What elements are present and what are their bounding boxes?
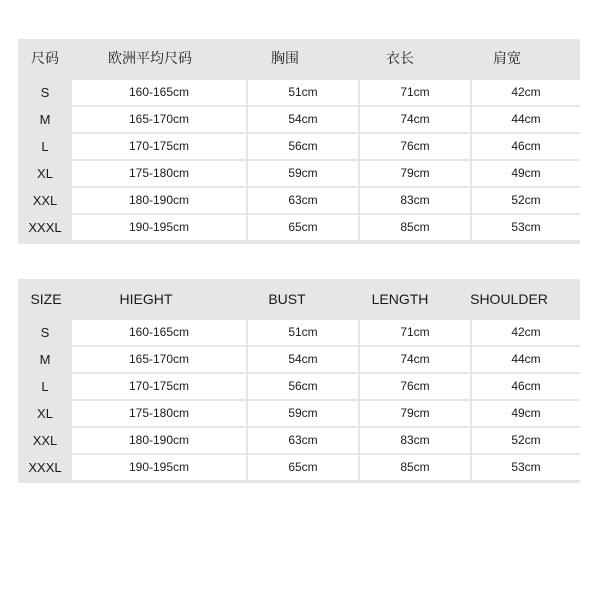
length-cell: 76cm — [360, 134, 470, 159]
table-row — [18, 346, 580, 373]
length-cell: 74cm — [360, 347, 470, 372]
height-cell: 175-180cm — [72, 161, 246, 186]
length-cell: 71cm — [360, 320, 470, 345]
size-label: L — [41, 139, 49, 154]
bust-cell: 59cm — [248, 401, 358, 426]
height-cell: 190-195cm — [72, 455, 246, 480]
shoulder-cell: 52cm — [472, 188, 580, 213]
shoulder-cell: 46cm — [472, 134, 580, 159]
table-row — [18, 79, 580, 106]
shoulder-cell: 52cm — [472, 428, 580, 453]
header-height: 欧洲平均尺码 — [108, 51, 192, 67]
length-cell: 85cm — [360, 215, 470, 240]
header-shoulder: 肩宽 — [493, 51, 521, 67]
length-cell: 79cm — [360, 161, 470, 186]
shoulder-cell: 42cm — [472, 320, 580, 345]
shoulder-cell: 53cm — [472, 215, 580, 240]
bust-cell: 54cm — [248, 347, 358, 372]
table-header — [18, 279, 580, 319]
height-cell: 165-170cm — [72, 347, 246, 372]
shoulder-cell: 46cm — [472, 374, 580, 399]
length-cell: 83cm — [360, 188, 470, 213]
table-row — [18, 373, 580, 400]
length-cell: 85cm — [360, 455, 470, 480]
size-label: XXL — [32, 193, 58, 208]
table-row — [18, 214, 580, 241]
bust-cell: 63cm — [248, 428, 358, 453]
table-row — [18, 427, 580, 454]
size-label: XL — [37, 406, 53, 421]
shoulder-cell: 49cm — [472, 161, 580, 186]
header-bust: BUST — [268, 291, 306, 307]
table-row — [18, 319, 580, 346]
shoulder-cell: 42cm — [472, 80, 580, 105]
shoulder-cell: 53cm — [472, 455, 580, 480]
shoulder-cell: 49cm — [472, 401, 580, 426]
bust-cell: 65cm — [248, 455, 358, 480]
height-cell: 165-170cm — [72, 107, 246, 132]
table-header — [18, 39, 580, 79]
size-label: XXL — [32, 433, 58, 448]
length-cell: 76cm — [360, 374, 470, 399]
table-row — [18, 187, 580, 214]
size-label: L — [41, 379, 49, 394]
size-label: XXXL — [28, 220, 62, 235]
header-length: 衣长 — [386, 51, 414, 67]
table-row — [18, 133, 580, 160]
header-length: LENGTH — [371, 291, 429, 307]
table-row — [18, 160, 580, 187]
size-label: XL — [37, 166, 53, 181]
height-cell: 180-190cm — [72, 428, 246, 453]
bust-cell: 59cm — [248, 161, 358, 186]
height-cell: 180-190cm — [72, 188, 246, 213]
bust-cell: 56cm — [248, 374, 358, 399]
height-cell: 170-175cm — [72, 134, 246, 159]
size-label: S — [40, 85, 50, 100]
shoulder-cell: 44cm — [472, 107, 580, 132]
height-cell: 170-175cm — [72, 374, 246, 399]
length-cell: 74cm — [360, 107, 470, 132]
table-row — [18, 454, 580, 481]
shoulder-cell: 44cm — [472, 347, 580, 372]
header-height: HIEGHT — [119, 291, 173, 307]
size-label: M — [39, 112, 51, 127]
height-cell: 175-180cm — [72, 401, 246, 426]
bust-cell: 51cm — [248, 80, 358, 105]
bust-cell: 54cm — [248, 107, 358, 132]
bust-cell: 51cm — [248, 320, 358, 345]
length-cell: 79cm — [360, 401, 470, 426]
header-size: SIZE — [30, 291, 62, 307]
size-label: XXXL — [28, 460, 62, 475]
table-row — [18, 400, 580, 427]
bust-cell: 65cm — [248, 215, 358, 240]
table-row — [18, 106, 580, 133]
size-label: S — [40, 325, 50, 340]
height-cell: 160-165cm — [72, 80, 246, 105]
header-shoulder: SHOULDER — [470, 291, 548, 307]
size-label: M — [39, 352, 51, 367]
size-chart-chinese — [18, 39, 580, 244]
length-cell: 83cm — [360, 428, 470, 453]
bust-cell: 56cm — [248, 134, 358, 159]
size-chart-english — [18, 279, 580, 483]
height-cell: 190-195cm — [72, 215, 246, 240]
bust-cell: 63cm — [248, 188, 358, 213]
header-bust: 胸围 — [271, 51, 299, 67]
length-cell: 71cm — [360, 80, 470, 105]
height-cell: 160-165cm — [72, 320, 246, 345]
header-size: 尺码 — [31, 51, 59, 67]
